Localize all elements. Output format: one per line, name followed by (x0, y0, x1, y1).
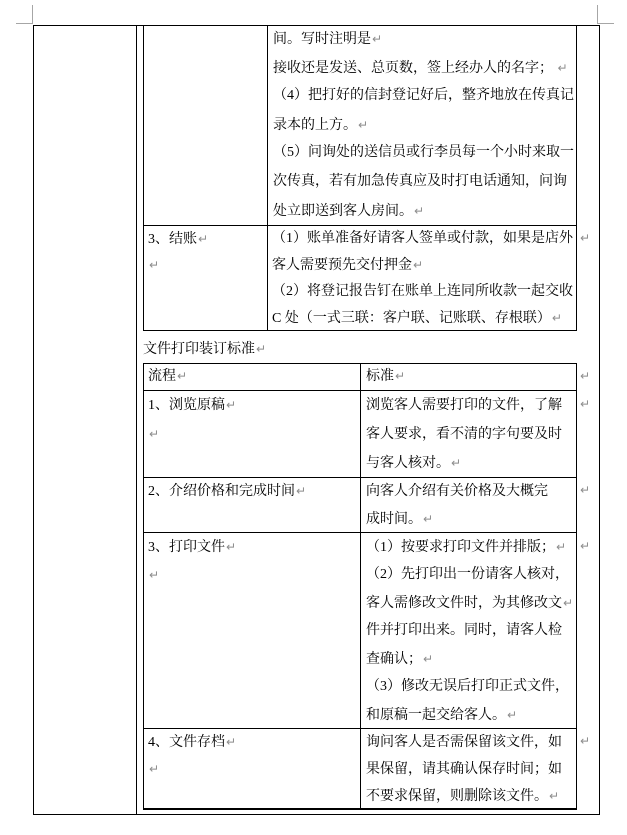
text-line: （2）将登记报告钉在账单上连同所收款一起交收 (272, 283, 573, 299)
end-of-row-mark-icon: ↵ (580, 369, 591, 383)
printing-standard-1-cell (366, 391, 574, 478)
text-line: 2、介绍价格和完成时间↵ (148, 484, 307, 499)
end-of-row-mark-icon: ↵ (580, 397, 591, 411)
text-line: 处立即送到客人房间。↵ (273, 203, 425, 219)
text-line: 3、打印文件↵ (148, 540, 237, 555)
empty-paragraph-line (148, 420, 353, 449)
text-line: 1、浏览原稿↵ (148, 398, 237, 413)
end-of-row-mark-icon: ↵ (580, 539, 591, 553)
printing-standard-2-cell (366, 478, 574, 533)
end-of-row-mark-icon: ↵ (580, 231, 591, 245)
return-mark-icon: ↵ (423, 652, 434, 666)
return-mark-icon: ↵ (149, 258, 160, 273)
return-mark-icon: ↵ (414, 203, 425, 218)
text-line: （1）账单准备好请客人签单或付款，如果是店外 (272, 231, 573, 246)
printing-standard-4-cell (366, 729, 574, 810)
checkout-step-cell (148, 226, 263, 279)
printing-standard-3-cell (366, 533, 574, 729)
return-mark-icon: ↵ (556, 540, 567, 554)
text-line: 间。写时注明是↵ (273, 32, 383, 47)
return-mark-icon: ↵ (551, 310, 562, 325)
text-line: （5）问询处的送信员或行李员每一个小时来取一 (273, 145, 574, 161)
empty-paragraph-line (148, 756, 353, 783)
text-line: 接收还是发送、总页数，签上经办人的名字； ↵ (273, 60, 568, 76)
text-line: （2）先打印出一份请客人核对， (366, 567, 569, 582)
text-line: 向客人介绍有关价格及大概完 (366, 484, 548, 499)
text-line: 录本的上方。↵ (273, 117, 369, 133)
return-mark-icon: ↵ (149, 762, 160, 776)
text-line: 浏览客人需要打印的文件，了解 (366, 398, 562, 413)
return-mark-icon: ↵ (557, 60, 568, 75)
end-of-row-mark-icon: ↵ (580, 734, 591, 748)
text-line: C 处（一式三联：客户联、记账联、存根联）↵ (272, 310, 562, 326)
return-mark-icon: ↵ (507, 708, 518, 722)
return-mark-icon: ↵ (358, 117, 369, 132)
text-line: 客人需修改文件时，为其修改文↵ (366, 596, 574, 611)
fax-standard-cell (273, 25, 573, 225)
return-mark-icon: ↵ (296, 484, 307, 498)
return-mark-icon: ↵ (177, 369, 188, 383)
printing-step-4-cell (148, 729, 353, 783)
page-margin-corner-mark-top-right (598, 23, 614, 24)
text-line: 标准↵ (366, 369, 406, 384)
return-mark-icon: ↵ (372, 32, 383, 46)
text-line: 件并打印出来。同时，请客人检 (366, 623, 562, 638)
return-mark-icon: ↵ (413, 258, 424, 273)
checkout-standard-cell (272, 226, 574, 331)
printing-table-header-process (148, 363, 348, 390)
printing-table-column-divider (360, 363, 361, 809)
return-mark-icon: ↵ (451, 456, 462, 470)
text-line: 询问客人是否需保留该文件，如 (366, 735, 562, 750)
return-mark-icon: ↵ (149, 427, 160, 441)
return-mark-icon: ↵ (549, 789, 560, 803)
page-margin-corner-mark-top-left (16, 23, 33, 24)
return-mark-icon: ↵ (226, 398, 237, 412)
text-line: 和原稿一起交给客人。↵ (366, 708, 518, 723)
printing-step-3-cell (148, 533, 353, 589)
text-line: 与客人核对。↵ (366, 456, 462, 471)
empty-paragraph-line (148, 561, 353, 589)
page-margin-corner-mark-top-left-vertical (32, 5, 33, 24)
text-line: 不要求保留，则删除该文件。↵ (366, 789, 560, 804)
end-of-row-mark-icon: ↵ (580, 483, 591, 497)
return-mark-icon: ↵ (226, 540, 237, 554)
return-mark-icon: ↵ (423, 511, 434, 526)
text-line: 成时间。↵ (366, 511, 434, 527)
text-line: 4、文件存档↵ (148, 735, 237, 750)
text-line: 3、结账↵ (148, 232, 209, 247)
page-margin-corner-mark-top-right-vertical (597, 5, 598, 24)
return-mark-icon: ↵ (395, 369, 406, 383)
return-mark-icon: ↵ (563, 596, 574, 610)
text-line: （1）按要求打印文件并排版；↵ (366, 540, 567, 555)
text-line: 客人要求，看不清的字句要及时 (366, 427, 562, 442)
return-mark-icon: ↵ (256, 342, 267, 356)
empty-paragraph-line (148, 252, 263, 278)
return-mark-icon: ↵ (149, 568, 160, 582)
fax-checkout-table-column-divider (267, 25, 268, 330)
return-mark-icon: ↵ (198, 232, 209, 246)
return-mark-icon: ↵ (226, 735, 237, 749)
text-line: 果保留，请其确认保存时间；如 (366, 762, 562, 777)
section-title: 文件打印装订标准↵ (143, 342, 267, 357)
printing-step-1-cell (148, 391, 353, 449)
text-line: （3）修改无误后打印正式文件， (366, 679, 569, 694)
text-line: 流程↵ (148, 369, 188, 384)
printing-step-2-cell (148, 478, 353, 506)
text-line: 次传真，若有加急传真应及时打电话通知，问询 (273, 173, 567, 189)
outer-table-column-divider (136, 25, 137, 815)
text-line: 客人需要预先交付押金↵ (272, 258, 424, 274)
text-line: （4）把打好的信封登记好后，整齐地放在传真记 (273, 88, 574, 104)
text-line: 查确认；↵ (366, 652, 434, 667)
printing-table-header-standard (366, 363, 566, 390)
